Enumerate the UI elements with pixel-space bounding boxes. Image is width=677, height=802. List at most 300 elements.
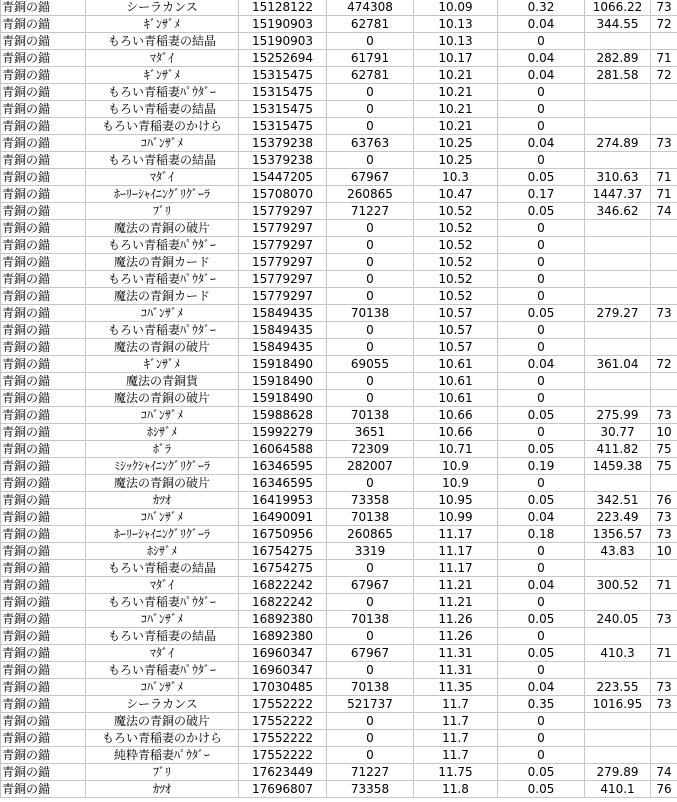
level-cell[interactable]: 10.09 (414, 0, 498, 16)
value-cell[interactable]: 0 (327, 713, 414, 730)
ratio-cell[interactable]: 0.05 (498, 781, 585, 798)
value-cell[interactable]: 63763 (327, 135, 414, 152)
item-cell[interactable]: ｺﾊﾞﾝｻﾞﾒ (86, 407, 239, 424)
level-cell[interactable]: 10.52 (414, 254, 498, 271)
total-cell[interactable]: 15315475 (239, 101, 327, 118)
anchor-cell[interactable]: 青銅の錨 (1, 288, 86, 305)
item-cell[interactable]: もろい青稲妻ﾊﾟｳﾀﾞｰ (86, 594, 239, 611)
code-cell[interactable]: 72 (651, 67, 677, 84)
rate-cell[interactable] (585, 152, 651, 169)
code-cell[interactable] (651, 373, 677, 390)
rate-cell[interactable] (585, 101, 651, 118)
rate-cell[interactable] (585, 84, 651, 101)
anchor-cell[interactable]: 青銅の錨 (1, 696, 86, 713)
anchor-cell[interactable]: 青銅の錨 (1, 747, 86, 764)
code-cell[interactable] (651, 33, 677, 50)
code-cell[interactable]: 73 (651, 0, 677, 16)
total-cell[interactable]: 15992279 (239, 424, 327, 441)
level-cell[interactable]: 10.57 (414, 339, 498, 356)
level-cell[interactable]: 11.21 (414, 577, 498, 594)
level-cell[interactable]: 10.9 (414, 475, 498, 492)
value-cell[interactable]: 70138 (327, 305, 414, 322)
level-cell[interactable]: 11.75 (414, 764, 498, 781)
level-cell[interactable]: 11.31 (414, 645, 498, 662)
code-cell[interactable]: 73 (651, 135, 677, 152)
ratio-cell[interactable]: 0 (498, 662, 585, 679)
level-cell[interactable]: 10.9 (414, 458, 498, 475)
level-cell[interactable]: 10.57 (414, 305, 498, 322)
rate-cell[interactable]: 1356.57 (585, 526, 651, 543)
ratio-cell[interactable]: 0.04 (498, 679, 585, 696)
code-cell[interactable] (651, 730, 677, 747)
rate-cell[interactable] (585, 254, 651, 271)
anchor-cell[interactable]: 青銅の錨 (1, 441, 86, 458)
code-cell[interactable] (651, 152, 677, 169)
value-cell[interactable]: 0 (327, 118, 414, 135)
value-cell[interactable]: 71227 (327, 203, 414, 220)
value-cell[interactable]: 521737 (327, 696, 414, 713)
code-cell[interactable]: 71 (651, 577, 677, 594)
ratio-cell[interactable]: 0.04 (498, 67, 585, 84)
rate-cell[interactable]: 1066.22 (585, 0, 651, 16)
value-cell[interactable]: 260865 (327, 186, 414, 203)
item-cell[interactable]: ﾏﾀﾞｲ (86, 645, 239, 662)
ratio-cell[interactable]: 0 (498, 101, 585, 118)
rate-cell[interactable]: 300.52 (585, 577, 651, 594)
value-cell[interactable]: 62781 (327, 16, 414, 33)
level-cell[interactable]: 10.52 (414, 237, 498, 254)
value-cell[interactable]: 0 (327, 747, 414, 764)
rate-cell[interactable] (585, 390, 651, 407)
item-cell[interactable]: もろい青稲妻の結晶 (86, 33, 239, 50)
level-cell[interactable]: 10.61 (414, 373, 498, 390)
item-cell[interactable]: もろい青稲妻ﾊﾟｳﾀﾞｰ (86, 662, 239, 679)
total-cell[interactable]: 15315475 (239, 67, 327, 84)
rate-cell[interactable]: 411.82 (585, 441, 651, 458)
code-cell[interactable]: 74 (651, 203, 677, 220)
value-cell[interactable]: 73358 (327, 781, 414, 798)
ratio-cell[interactable]: 0.04 (498, 16, 585, 33)
total-cell[interactable]: 15779297 (239, 288, 327, 305)
ratio-cell[interactable]: 0.04 (498, 135, 585, 152)
total-cell[interactable]: 16750956 (239, 526, 327, 543)
level-cell[interactable]: 11.7 (414, 730, 498, 747)
code-cell[interactable] (651, 628, 677, 645)
level-cell[interactable]: 10.71 (414, 441, 498, 458)
rate-cell[interactable]: 410.3 (585, 645, 651, 662)
code-cell[interactable]: 75 (651, 458, 677, 475)
rate-cell[interactable]: 344.55 (585, 16, 651, 33)
rate-cell[interactable]: 310.63 (585, 169, 651, 186)
rate-cell[interactable]: 282.89 (585, 50, 651, 67)
total-cell[interactable]: 15708070 (239, 186, 327, 203)
code-cell[interactable] (651, 288, 677, 305)
ratio-cell[interactable]: 0.18 (498, 526, 585, 543)
code-cell[interactable]: 74 (651, 764, 677, 781)
ratio-cell[interactable]: 0 (498, 475, 585, 492)
value-cell[interactable]: 73358 (327, 492, 414, 509)
anchor-cell[interactable]: 青銅の錨 (1, 118, 86, 135)
code-cell[interactable] (651, 254, 677, 271)
item-cell[interactable]: 魔法の青銅の破片 (86, 390, 239, 407)
total-cell[interactable]: 15315475 (239, 84, 327, 101)
value-cell[interactable]: 0 (327, 254, 414, 271)
anchor-cell[interactable]: 青銅の錨 (1, 509, 86, 526)
anchor-cell[interactable]: 青銅の錨 (1, 628, 86, 645)
ratio-cell[interactable]: 0 (498, 747, 585, 764)
item-cell[interactable]: ﾎｰﾘｰｼｬｲﾆﾝｸﾞﾘｸﾞｰﾗ (86, 526, 239, 543)
total-cell[interactable]: 15190903 (239, 33, 327, 50)
anchor-cell[interactable]: 青銅の錨 (1, 135, 86, 152)
anchor-cell[interactable]: 青銅の錨 (1, 424, 86, 441)
anchor-cell[interactable]: 青銅の錨 (1, 730, 86, 747)
value-cell[interactable]: 0 (327, 101, 414, 118)
value-cell[interactable]: 0 (327, 339, 414, 356)
value-cell[interactable]: 0 (327, 730, 414, 747)
value-cell[interactable]: 0 (327, 33, 414, 50)
total-cell[interactable]: 15779297 (239, 220, 327, 237)
item-cell[interactable]: ｷﾞﾝｻﾞﾒ (86, 356, 239, 373)
code-cell[interactable]: 73 (651, 407, 677, 424)
total-cell[interactable]: 15447205 (239, 169, 327, 186)
level-cell[interactable]: 10.99 (414, 509, 498, 526)
rate-cell[interactable]: 410.1 (585, 781, 651, 798)
level-cell[interactable]: 10.13 (414, 16, 498, 33)
ratio-cell[interactable]: 0.35 (498, 696, 585, 713)
code-cell[interactable]: 10 (651, 543, 677, 560)
total-cell[interactable]: 16822242 (239, 594, 327, 611)
anchor-cell[interactable]: 青銅の錨 (1, 339, 86, 356)
ratio-cell[interactable]: 0.04 (498, 577, 585, 594)
level-cell[interactable]: 10.61 (414, 356, 498, 373)
total-cell[interactable]: 15849435 (239, 322, 327, 339)
item-cell[interactable]: もろい青稲妻の結晶 (86, 101, 239, 118)
value-cell[interactable]: 0 (327, 288, 414, 305)
code-cell[interactable]: 75 (651, 441, 677, 458)
rate-cell[interactable] (585, 730, 651, 747)
ratio-cell[interactable]: 0.05 (498, 764, 585, 781)
rate-cell[interactable] (585, 288, 651, 305)
level-cell[interactable]: 10.21 (414, 101, 498, 118)
ratio-cell[interactable]: 0.05 (498, 645, 585, 662)
anchor-cell[interactable]: 青銅の錨 (1, 84, 86, 101)
level-cell[interactable]: 11.17 (414, 526, 498, 543)
value-cell[interactable]: 0 (327, 84, 414, 101)
total-cell[interactable]: 16064588 (239, 441, 327, 458)
item-cell[interactable]: もろい青稲妻ﾊﾟｳﾀﾞｰ (86, 84, 239, 101)
rate-cell[interactable] (585, 628, 651, 645)
total-cell[interactable]: 15379238 (239, 135, 327, 152)
total-cell[interactable]: 15779297 (239, 254, 327, 271)
rate-cell[interactable] (585, 237, 651, 254)
level-cell[interactable]: 10.47 (414, 186, 498, 203)
code-cell[interactable]: 76 (651, 781, 677, 798)
total-cell[interactable]: 15918490 (239, 356, 327, 373)
rate-cell[interactable] (585, 220, 651, 237)
value-cell[interactable]: 67967 (327, 577, 414, 594)
level-cell[interactable]: 11.7 (414, 696, 498, 713)
level-cell[interactable]: 10.25 (414, 135, 498, 152)
code-cell[interactable]: 73 (651, 305, 677, 322)
item-cell[interactable]: もろい青稲妻のかけら (86, 730, 239, 747)
rate-cell[interactable] (585, 662, 651, 679)
level-cell[interactable]: 10.57 (414, 322, 498, 339)
item-cell[interactable]: 魔法の青銅の破片 (86, 220, 239, 237)
anchor-cell[interactable]: 青銅の錨 (1, 254, 86, 271)
level-cell[interactable]: 11.31 (414, 662, 498, 679)
value-cell[interactable]: 0 (327, 594, 414, 611)
total-cell[interactable]: 15918490 (239, 390, 327, 407)
item-cell[interactable]: ｺﾊﾞﾝｻﾞﾒ (86, 509, 239, 526)
total-cell[interactable]: 17552222 (239, 747, 327, 764)
anchor-cell[interactable]: 青銅の錨 (1, 322, 86, 339)
level-cell[interactable]: 10.21 (414, 84, 498, 101)
anchor-cell[interactable]: 青銅の錨 (1, 356, 86, 373)
total-cell[interactable]: 15779297 (239, 271, 327, 288)
ratio-cell[interactable]: 0.04 (498, 50, 585, 67)
item-cell[interactable]: ｷﾞﾝｻﾞﾒ (86, 16, 239, 33)
ratio-cell[interactable]: 0.04 (498, 509, 585, 526)
level-cell[interactable]: 10.52 (414, 220, 498, 237)
value-cell[interactable]: 0 (327, 475, 414, 492)
value-cell[interactable]: 72309 (327, 441, 414, 458)
code-cell[interactable]: 72 (651, 356, 677, 373)
ratio-cell[interactable]: 0.05 (498, 203, 585, 220)
level-cell[interactable]: 10.52 (414, 203, 498, 220)
ratio-cell[interactable]: 0.05 (498, 407, 585, 424)
code-cell[interactable]: 76 (651, 492, 677, 509)
anchor-cell[interactable]: 青銅の錨 (1, 594, 86, 611)
ratio-cell[interactable]: 0 (498, 594, 585, 611)
code-cell[interactable] (651, 271, 677, 288)
anchor-cell[interactable]: 青銅の錨 (1, 16, 86, 33)
anchor-cell[interactable]: 青銅の錨 (1, 611, 86, 628)
total-cell[interactable]: 16346595 (239, 458, 327, 475)
item-cell[interactable]: もろい青稲妻の結晶 (86, 560, 239, 577)
rate-cell[interactable]: 279.27 (585, 305, 651, 322)
total-cell[interactable]: 16960347 (239, 662, 327, 679)
code-cell[interactable] (651, 339, 677, 356)
total-cell[interactable]: 15849435 (239, 305, 327, 322)
code-cell[interactable]: 71 (651, 169, 677, 186)
rate-cell[interactable]: 1459.38 (585, 458, 651, 475)
anchor-cell[interactable]: 青銅の錨 (1, 0, 86, 16)
value-cell[interactable]: 0 (327, 322, 414, 339)
code-cell[interactable]: 73 (651, 509, 677, 526)
anchor-cell[interactable]: 青銅の錨 (1, 373, 86, 390)
code-cell[interactable] (651, 390, 677, 407)
ratio-cell[interactable]: 0 (498, 543, 585, 560)
value-cell[interactable]: 67967 (327, 645, 414, 662)
total-cell[interactable]: 17552222 (239, 713, 327, 730)
code-cell[interactable] (651, 475, 677, 492)
level-cell[interactable]: 11.26 (414, 611, 498, 628)
item-cell[interactable]: ﾏﾀﾞｲ (86, 50, 239, 67)
anchor-cell[interactable]: 青銅の錨 (1, 169, 86, 186)
rate-cell[interactable] (585, 475, 651, 492)
total-cell[interactable]: 15849435 (239, 339, 327, 356)
total-cell[interactable]: 17696807 (239, 781, 327, 798)
code-cell[interactable] (651, 237, 677, 254)
total-cell[interactable]: 16754275 (239, 560, 327, 577)
code-cell[interactable] (651, 101, 677, 118)
rate-cell[interactable] (585, 271, 651, 288)
level-cell[interactable]: 10.25 (414, 152, 498, 169)
total-cell[interactable]: 15988628 (239, 407, 327, 424)
level-cell[interactable]: 11.21 (414, 594, 498, 611)
rate-cell[interactable]: 346.62 (585, 203, 651, 220)
item-cell[interactable]: ｷﾞﾝｻﾞﾒ (86, 67, 239, 84)
rate-cell[interactable]: 342.51 (585, 492, 651, 509)
rate-cell[interactable] (585, 118, 651, 135)
anchor-cell[interactable]: 青銅の錨 (1, 271, 86, 288)
rate-cell[interactable] (585, 33, 651, 50)
item-cell[interactable]: もろい青稲妻の結晶 (86, 628, 239, 645)
total-cell[interactable]: 15379238 (239, 152, 327, 169)
code-cell[interactable] (651, 220, 677, 237)
anchor-cell[interactable]: 青銅の錨 (1, 560, 86, 577)
ratio-cell[interactable]: 0 (498, 339, 585, 356)
level-cell[interactable]: 11.8 (414, 781, 498, 798)
ratio-cell[interactable]: 0 (498, 288, 585, 305)
value-cell[interactable]: 67967 (327, 169, 414, 186)
ratio-cell[interactable]: 0 (498, 33, 585, 50)
ratio-cell[interactable]: 0 (498, 628, 585, 645)
ratio-cell[interactable]: 0 (498, 390, 585, 407)
level-cell[interactable]: 10.66 (414, 424, 498, 441)
level-cell[interactable]: 10.17 (414, 50, 498, 67)
item-cell[interactable]: 魔法の青銅の破片 (86, 713, 239, 730)
item-cell[interactable]: ﾏﾀﾞｲ (86, 577, 239, 594)
item-cell[interactable]: 魔法の青銅カード (86, 288, 239, 305)
code-cell[interactable] (651, 560, 677, 577)
ratio-cell[interactable]: 0 (498, 152, 585, 169)
anchor-cell[interactable]: 青銅の錨 (1, 645, 86, 662)
ratio-cell[interactable]: 0 (498, 713, 585, 730)
item-cell[interactable]: ﾌﾞﾘ (86, 764, 239, 781)
code-cell[interactable] (651, 118, 677, 135)
code-cell[interactable]: 10 (651, 424, 677, 441)
anchor-cell[interactable]: 青銅の錨 (1, 33, 86, 50)
ratio-cell[interactable]: 0.05 (498, 611, 585, 628)
code-cell[interactable] (651, 713, 677, 730)
ratio-cell[interactable]: 0 (498, 560, 585, 577)
rate-cell[interactable] (585, 560, 651, 577)
rate-cell[interactable]: 223.55 (585, 679, 651, 696)
level-cell[interactable]: 10.52 (414, 288, 498, 305)
total-cell[interactable]: 16419953 (239, 492, 327, 509)
code-cell[interactable]: 73 (651, 696, 677, 713)
item-cell[interactable]: もろい青稲妻ﾊﾟｳﾀﾞｰ (86, 237, 239, 254)
anchor-cell[interactable]: 青銅の錨 (1, 237, 86, 254)
ratio-cell[interactable]: 0 (498, 373, 585, 390)
rate-cell[interactable]: 30.77 (585, 424, 651, 441)
ratio-cell[interactable]: 0.04 (498, 356, 585, 373)
anchor-cell[interactable]: 青銅の錨 (1, 713, 86, 730)
total-cell[interactable]: 16960347 (239, 645, 327, 662)
level-cell[interactable]: 11.17 (414, 560, 498, 577)
code-cell[interactable] (651, 322, 677, 339)
anchor-cell[interactable]: 青銅の錨 (1, 390, 86, 407)
item-cell[interactable]: ﾎｼｻﾞﾒ (86, 424, 239, 441)
anchor-cell[interactable]: 青銅の錨 (1, 186, 86, 203)
total-cell[interactable]: 15779297 (239, 203, 327, 220)
level-cell[interactable]: 11.7 (414, 713, 498, 730)
level-cell[interactable]: 11.7 (414, 747, 498, 764)
value-cell[interactable]: 0 (327, 662, 414, 679)
ratio-cell[interactable]: 0 (498, 84, 585, 101)
rate-cell[interactable]: 43.83 (585, 543, 651, 560)
total-cell[interactable]: 17030485 (239, 679, 327, 696)
value-cell[interactable]: 0 (327, 373, 414, 390)
item-cell[interactable]: シーラカンス (86, 0, 239, 16)
level-cell[interactable]: 10.21 (414, 118, 498, 135)
ratio-cell[interactable]: 0 (498, 271, 585, 288)
total-cell[interactable]: 17552222 (239, 730, 327, 747)
level-cell[interactable]: 11.26 (414, 628, 498, 645)
item-cell[interactable]: ﾌﾞﾘ (86, 203, 239, 220)
anchor-cell[interactable]: 青銅の錨 (1, 475, 86, 492)
item-cell[interactable]: 純粋青稲妻ﾊﾟｳﾀﾞｰ (86, 747, 239, 764)
value-cell[interactable]: 282007 (327, 458, 414, 475)
code-cell[interactable] (651, 594, 677, 611)
item-cell[interactable]: ｺﾊﾞﾝｻﾞﾒ (86, 135, 239, 152)
item-cell[interactable]: もろい青稲妻ﾊﾟｳﾀﾞｰ (86, 271, 239, 288)
anchor-cell[interactable]: 青銅の錨 (1, 101, 86, 118)
anchor-cell[interactable]: 青銅の錨 (1, 764, 86, 781)
item-cell[interactable]: 魔法の青銅の破片 (86, 339, 239, 356)
value-cell[interactable]: 260865 (327, 526, 414, 543)
value-cell[interactable]: 62781 (327, 67, 414, 84)
value-cell[interactable]: 0 (327, 560, 414, 577)
code-cell[interactable] (651, 662, 677, 679)
code-cell[interactable] (651, 84, 677, 101)
ratio-cell[interactable]: 0.17 (498, 186, 585, 203)
anchor-cell[interactable]: 青銅の錨 (1, 50, 86, 67)
code-cell[interactable]: 73 (651, 611, 677, 628)
rate-cell[interactable]: 223.49 (585, 509, 651, 526)
total-cell[interactable]: 16822242 (239, 577, 327, 594)
value-cell[interactable]: 0 (327, 237, 414, 254)
anchor-cell[interactable]: 青銅の錨 (1, 220, 86, 237)
total-cell[interactable]: 17552222 (239, 696, 327, 713)
rate-cell[interactable]: 361.04 (585, 356, 651, 373)
total-cell[interactable]: 15779297 (239, 237, 327, 254)
item-cell[interactable]: もろい青稲妻のかけら (86, 118, 239, 135)
value-cell[interactable]: 70138 (327, 407, 414, 424)
value-cell[interactable]: 0 (327, 628, 414, 645)
anchor-cell[interactable]: 青銅の錨 (1, 203, 86, 220)
level-cell[interactable]: 10.61 (414, 390, 498, 407)
anchor-cell[interactable]: 青銅の錨 (1, 781, 86, 798)
code-cell[interactable]: 71 (651, 186, 677, 203)
rate-cell[interactable] (585, 713, 651, 730)
value-cell[interactable]: 0 (327, 271, 414, 288)
ratio-cell[interactable]: 0.05 (498, 169, 585, 186)
level-cell[interactable]: 10.52 (414, 271, 498, 288)
anchor-cell[interactable]: 青銅の錨 (1, 679, 86, 696)
value-cell[interactable]: 70138 (327, 509, 414, 526)
anchor-cell[interactable]: 青銅の錨 (1, 458, 86, 475)
ratio-cell[interactable]: 0.05 (498, 492, 585, 509)
value-cell[interactable]: 3651 (327, 424, 414, 441)
code-cell[interactable]: 71 (651, 645, 677, 662)
ratio-cell[interactable]: 0 (498, 118, 585, 135)
anchor-cell[interactable]: 青銅の錨 (1, 543, 86, 560)
ratio-cell[interactable]: 0 (498, 254, 585, 271)
item-cell[interactable]: 魔法の青銅貨 (86, 373, 239, 390)
item-cell[interactable]: シーラカンス (86, 696, 239, 713)
